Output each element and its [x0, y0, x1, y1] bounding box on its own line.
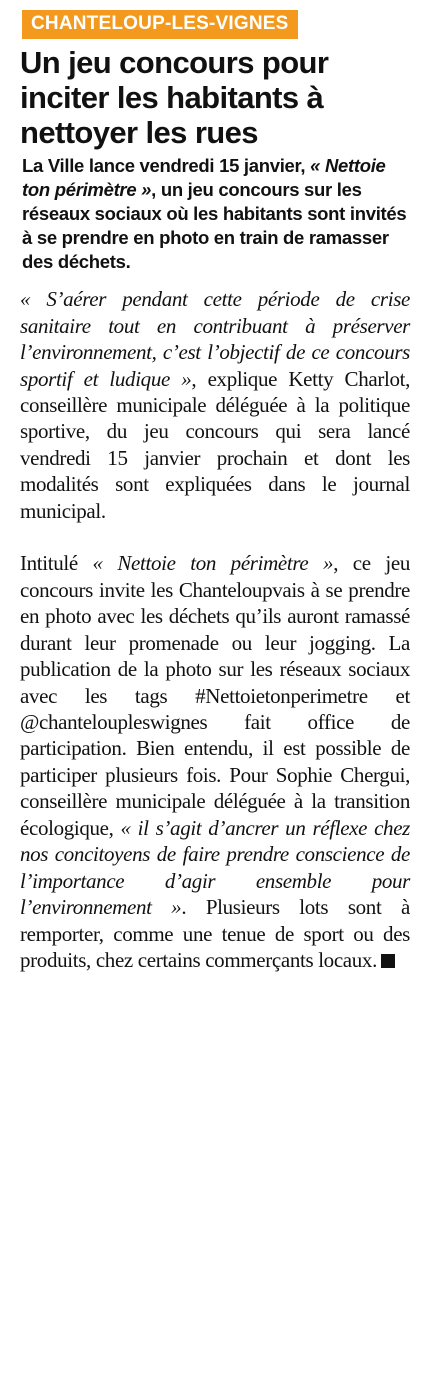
article	[18, 10, 410, 974]
headline: Un jeu concours pour inciter les habitants à nettoyer les rues	[20, 44, 329, 150]
lead-text-end: , un jeu concours sur les réseaux sociaux où les habitants sont invités à se prendre en photo en train de ramasser des déchets.	[22, 178, 407, 273]
paragraph-2-text: , ce jeu concours invite les Chanteloupvais à se prendre en photo avec les déchets qu’ils auront ramassé durant leur promenade ou leur jogging. La publication de la photo sur les réseaux sociaux avec les tags #Nettoietonperimetre et @chanteloupleswignes fait office de participation. Bien entendu, il est possible de participer plusieurs fois. Pour Sophie Chergui, conseillère municipale déléguée à la transition écologique,	[20, 551, 410, 840]
article-lead	[22, 154, 410, 274]
quote-ketty-charlot: « S’aérer pendant cette période de crise sanitaire tout en contribuant à préserver l’environnement, c’est l’objectif de ce concours sportif et ludique »	[20, 287, 410, 391]
body-paragraph-2	[20, 550, 410, 973]
lead-text-start: La Ville lance vendredi 15 janvier,	[22, 154, 311, 176]
end-of-article-square-icon	[381, 954, 395, 968]
paragraph-2-ending: . Plusieurs lots sont à remporter, comme une tenue de sport ou des produits, chez certains commerçants locaux.	[20, 895, 410, 973]
paragraph-2-intro: Intitulé	[20, 551, 93, 576]
paragraph-1-text: , explique Ketty Charlot, conseillère municipale déléguée à la politique sportive, du jeu concours qui sera lancé vendredi 15 janvier prochain et dont les modalités sont expliquées dans le journal municipal.	[20, 366, 410, 523]
lead-contest-title: « Nettoie ton périmètre »	[22, 154, 386, 200]
quote-sophie-chergui: « il s’agit d’ancrer un réflexe chez nos concitoyens de faire prendre conscience de l’importance d’agir ensemble pour l’environnement »	[20, 815, 410, 920]
body-paragraph-1	[20, 286, 410, 524]
article-body	[20, 286, 410, 973]
contest-title: « Nettoie ton périmètre »	[92, 551, 334, 576]
section-kicker: CHANTELOUP-LES-VIGNES	[22, 10, 298, 39]
